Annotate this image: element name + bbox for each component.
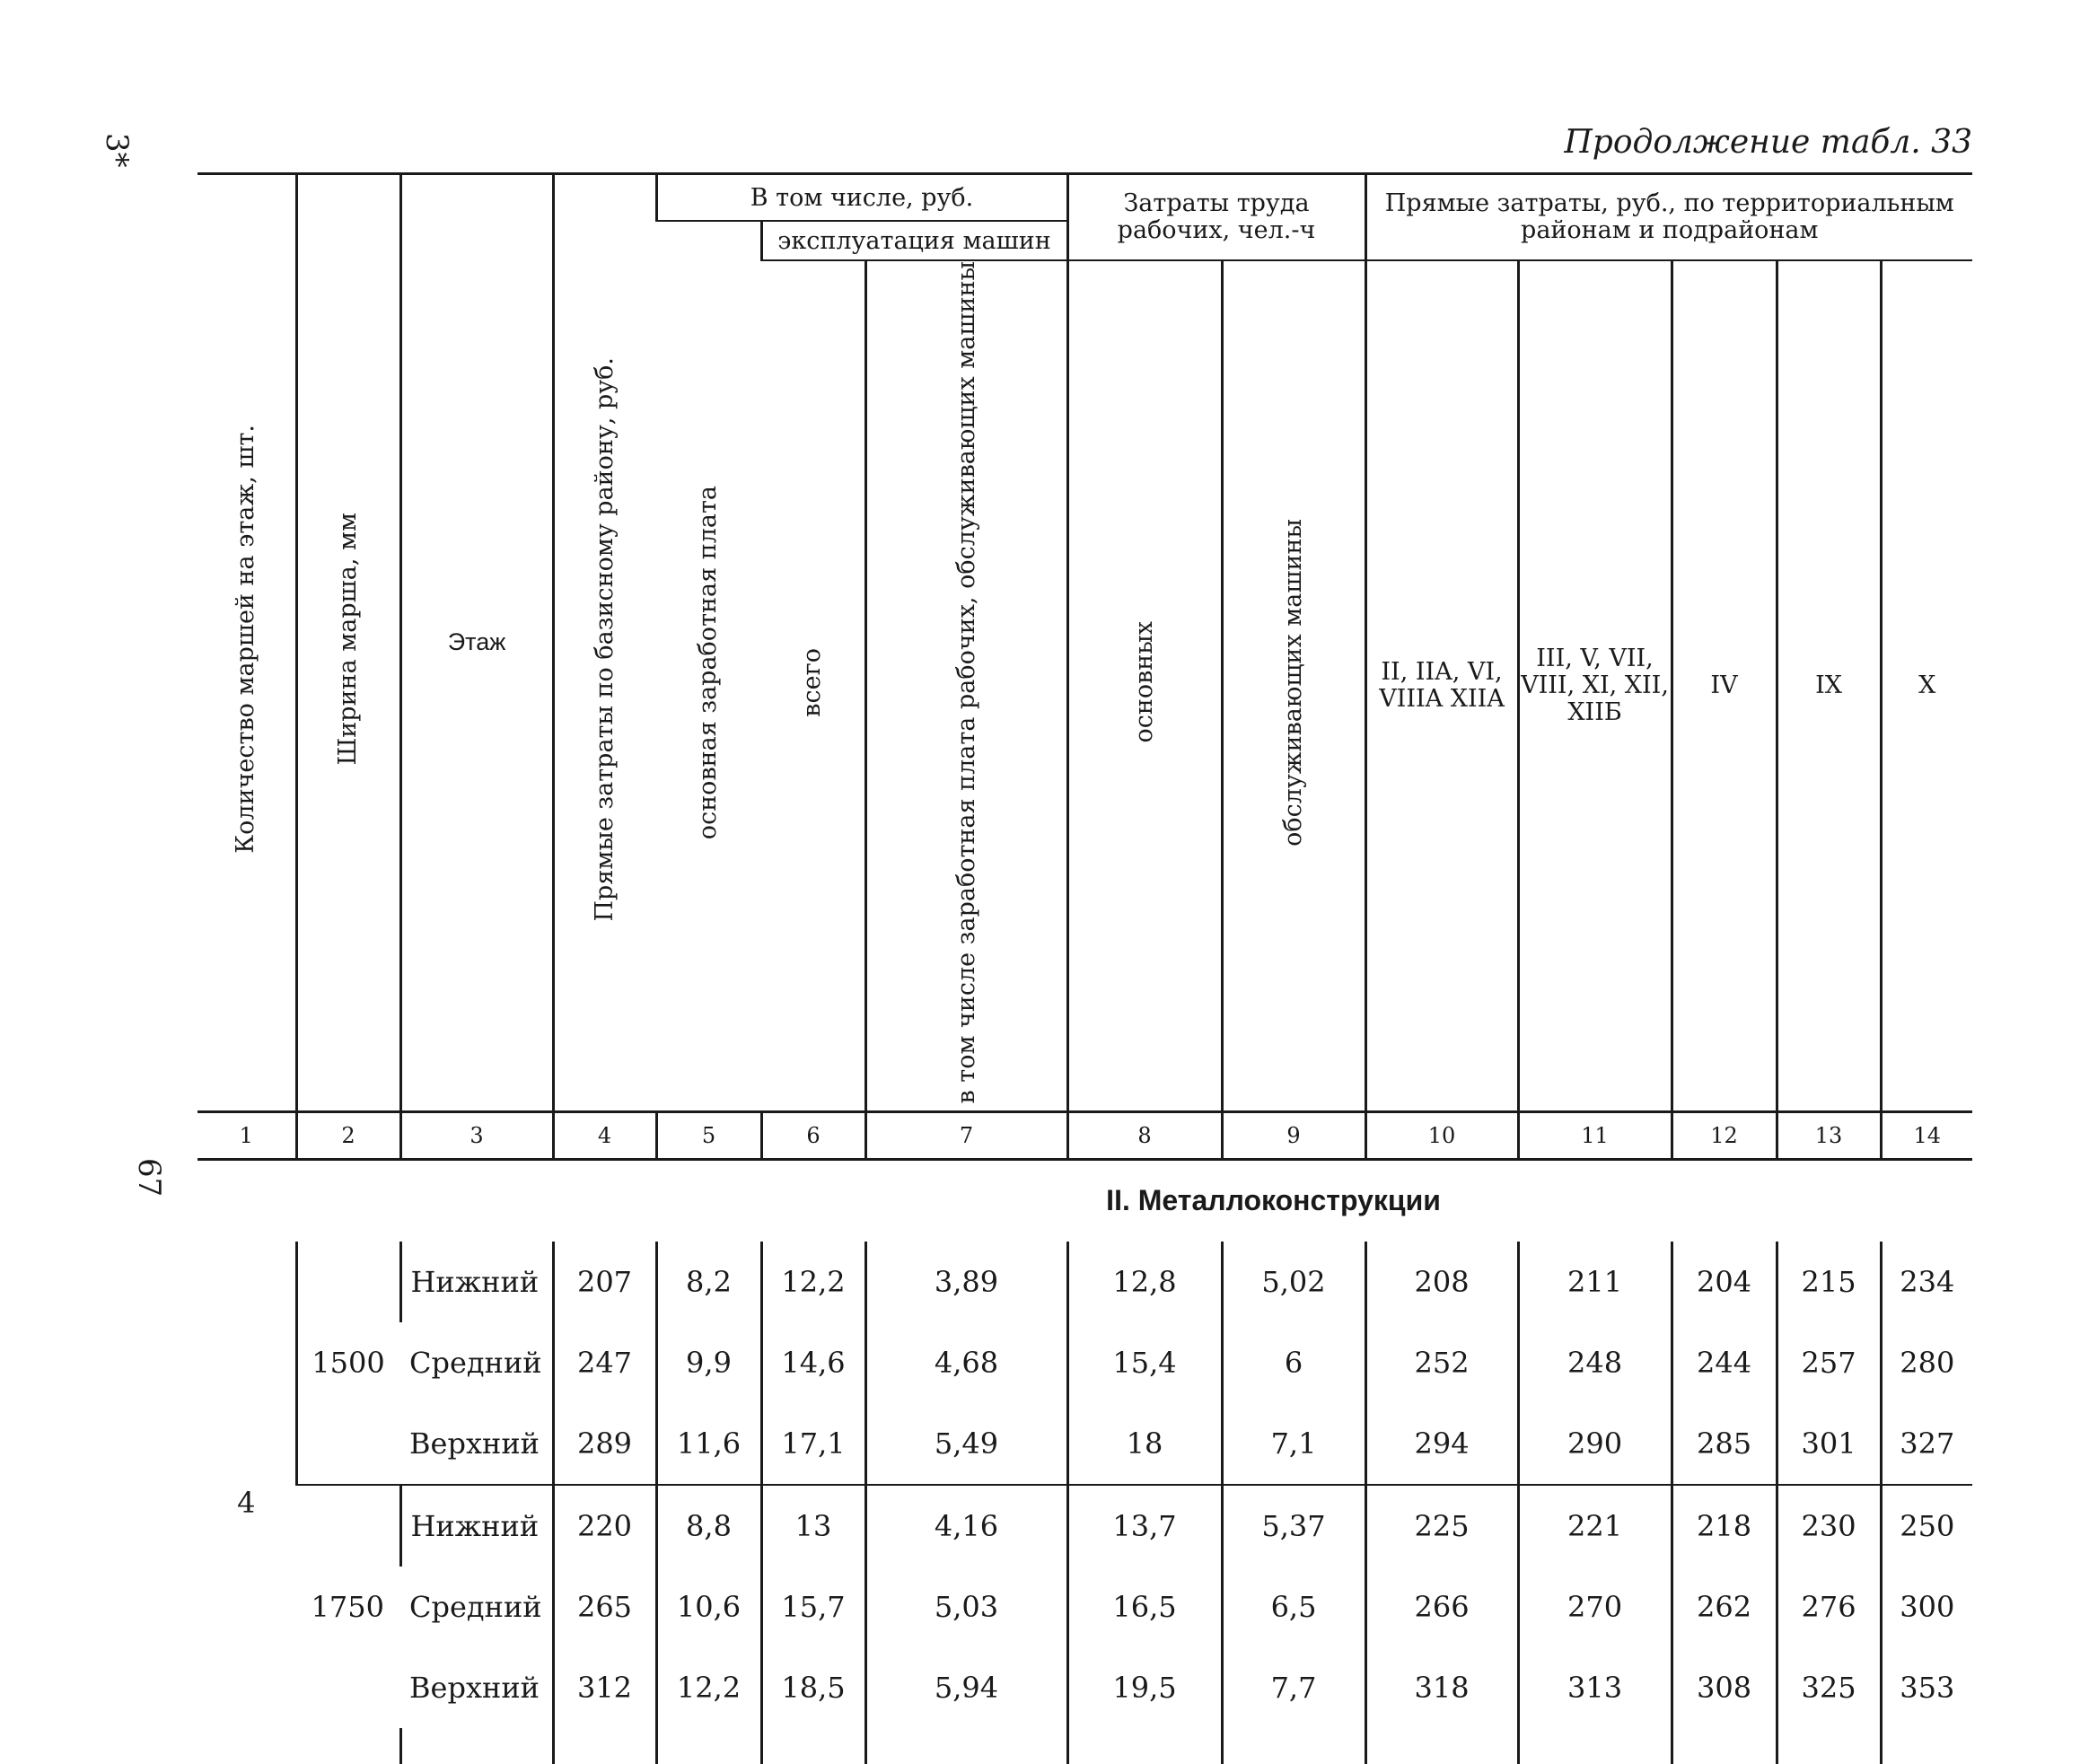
table-cell: 257	[1777, 1322, 1881, 1403]
table-cell: 252	[1365, 1322, 1518, 1403]
col-number: 12	[1672, 1111, 1777, 1159]
table-cell: 14,6	[761, 1322, 865, 1403]
table-cell: 290	[1518, 1403, 1672, 1485]
table-cell: 266	[1365, 1567, 1518, 1647]
table-cell: 15,7	[761, 1567, 865, 1647]
table-cell: 220	[553, 1485, 656, 1567]
table-cell: 6,5	[1222, 1567, 1365, 1647]
table-row	[197, 1485, 1972, 1567]
table-cell: 7,7	[1222, 1647, 1365, 1728]
table-cell: 294	[1365, 1403, 1518, 1485]
col-number: 13	[1777, 1111, 1881, 1159]
table-continuation-title: Продолжение табл. 33	[1564, 124, 1972, 161]
table-cell: 10,6	[656, 1567, 761, 1647]
march-width-cell: 1750	[296, 1485, 400, 1728]
table-cell: 3,89	[865, 1242, 1067, 1322]
table-cell: 13	[761, 1485, 865, 1567]
table-cell: 301	[1777, 1403, 1881, 1485]
header-region-12: IV	[1672, 260, 1777, 1111]
table-cell: 204	[1672, 1242, 1777, 1322]
table-cell: 7,1	[1222, 1403, 1365, 1485]
table-row	[197, 1242, 1972, 1322]
col-number: 2	[296, 1111, 400, 1159]
table-cell: 16,5	[1067, 1567, 1222, 1647]
cost-table	[197, 172, 1972, 1764]
table-cell: 6	[1222, 1322, 1365, 1403]
table-cell: 225	[1365, 1485, 1518, 1567]
header-group-machines: эксплуатация машин	[761, 221, 1067, 260]
table-cell: 308	[1672, 1647, 1777, 1728]
header-region-11: III, V, VII, VIII, XI, XII, XIIБ	[1518, 260, 1672, 1111]
floor-cell: Верхний	[409, 1426, 540, 1461]
header-floor: Этаж	[400, 174, 553, 1112]
table-cell: 250	[1881, 1485, 1972, 1567]
table-cell: 208	[1365, 1242, 1518, 1322]
table-cell: 207	[553, 1242, 656, 1322]
floor-cell: Верхний	[409, 1670, 540, 1705]
page-number: 67	[131, 1158, 167, 1198]
floor-cell: Нижний	[400, 1242, 553, 1322]
floor-cell: Средний	[409, 1345, 542, 1380]
header-region-14: X	[1881, 260, 1972, 1111]
col-number: 4	[553, 1111, 656, 1159]
table-cell: 285	[1672, 1403, 1777, 1485]
table-row	[197, 1647, 1972, 1728]
table-cell: 8,2	[656, 1242, 761, 1322]
table-cell: 15,4	[1067, 1322, 1222, 1403]
page-mark-top: 3*	[99, 133, 135, 168]
marches-count-cell: 4	[237, 1485, 256, 1520]
table-cell: 19,5	[1067, 1647, 1222, 1728]
table-cell: 17,1	[761, 1403, 865, 1485]
floor-cell: Нижний	[400, 1485, 553, 1567]
col-number: 9	[1222, 1111, 1365, 1159]
header-labor-main: основных	[1067, 260, 1222, 1111]
col-number: 7	[865, 1111, 1067, 1159]
table-cell: 300	[1881, 1567, 1972, 1647]
header-region-13: IX	[1777, 260, 1881, 1111]
col-number: 11	[1518, 1111, 1672, 1159]
table-cell: 353	[1881, 1647, 1972, 1728]
table-cell: 248	[1518, 1322, 1672, 1403]
col-number: 5	[656, 1111, 761, 1159]
table-cell: 5,94	[865, 1647, 1067, 1728]
table-cell: 265	[553, 1567, 656, 1647]
table-cell: 12,2	[761, 1242, 865, 1322]
table-cell: 276	[1777, 1567, 1881, 1647]
table-cell: 5,37	[1222, 1485, 1365, 1567]
col-number: 6	[761, 1111, 865, 1159]
table-cell: 313	[1518, 1647, 1672, 1728]
table-cell: 13,7	[1067, 1485, 1222, 1567]
header-march-width: Ширина марша, мм	[296, 174, 400, 1112]
header-group-labor: Затраты труда рабочих, чел.-ч	[1067, 174, 1365, 261]
header-region-10: II, IIA, VI, VIIIA XIIA	[1365, 260, 1518, 1111]
table-cell: 5,03	[865, 1567, 1067, 1647]
section-title: II. Металлоконструкции	[1106, 1184, 1441, 1216]
table-cell: 325	[1777, 1647, 1881, 1728]
march-width-cell: 1500	[296, 1242, 400, 1485]
header-machines-wage: в том числе заработная плата рабочих, обслуживающих машины	[865, 260, 1067, 1111]
header-base-direct-cost: Прямые затраты по базисному району, руб.	[553, 174, 656, 1112]
col-number: 10	[1365, 1111, 1518, 1159]
table-cell: 244	[1672, 1322, 1777, 1403]
table-cell: 270	[1518, 1567, 1672, 1647]
table-cell: 230	[1777, 1485, 1881, 1567]
table-cell: 12,8	[1067, 1242, 1222, 1322]
table-cell: 280	[1881, 1322, 1972, 1403]
table-cell: 234	[1881, 1242, 1972, 1322]
header-marches-count: Количество маршей на этаж, шт.	[197, 174, 296, 1112]
header-base-wage: основная заработная плата	[693, 486, 722, 840]
table-cell: 11,6	[656, 1403, 761, 1485]
col-number: 14	[1881, 1111, 1972, 1159]
col-number: 3	[400, 1111, 553, 1159]
table-row	[197, 1567, 1972, 1647]
table-cell: 289	[553, 1403, 656, 1485]
col-number: 8	[1067, 1111, 1222, 1159]
table-cell: 18,5	[761, 1647, 865, 1728]
table-cell: 8,8	[656, 1485, 761, 1567]
table-row	[197, 1322, 1972, 1403]
table-cell: 215	[1777, 1242, 1881, 1322]
table-cell: 9,9	[656, 1322, 761, 1403]
table-cell: 4,16	[865, 1485, 1067, 1567]
table-cell: 318	[1365, 1647, 1518, 1728]
table-cell: 327	[1881, 1403, 1972, 1485]
table-cell: 4,68	[865, 1322, 1067, 1403]
table-cell: 312	[553, 1647, 656, 1728]
table-cell: 5,02	[1222, 1242, 1365, 1322]
table-cell: 12,2	[656, 1647, 761, 1728]
table-cell: 218	[1672, 1485, 1777, 1567]
header-labor-machines: обслуживающих машины	[1222, 260, 1365, 1111]
floor-cell: Средний	[409, 1589, 542, 1624]
table-cell: 262	[1672, 1567, 1777, 1647]
header-machines-total: всего	[798, 647, 827, 717]
col-number: 1	[197, 1111, 296, 1159]
header-group-including: В том числе, руб.	[656, 174, 1067, 222]
table-cell: 221	[1518, 1485, 1672, 1567]
table-row	[197, 1403, 1972, 1485]
header-group-direct-costs: Прямые затраты, руб., по территориальным районам и подрайонам	[1365, 174, 1972, 261]
table-cell: 211	[1518, 1242, 1672, 1322]
table-cell: 5,49	[865, 1403, 1067, 1485]
table-cell: 18	[1067, 1403, 1222, 1485]
table-cell: 247	[553, 1322, 656, 1403]
